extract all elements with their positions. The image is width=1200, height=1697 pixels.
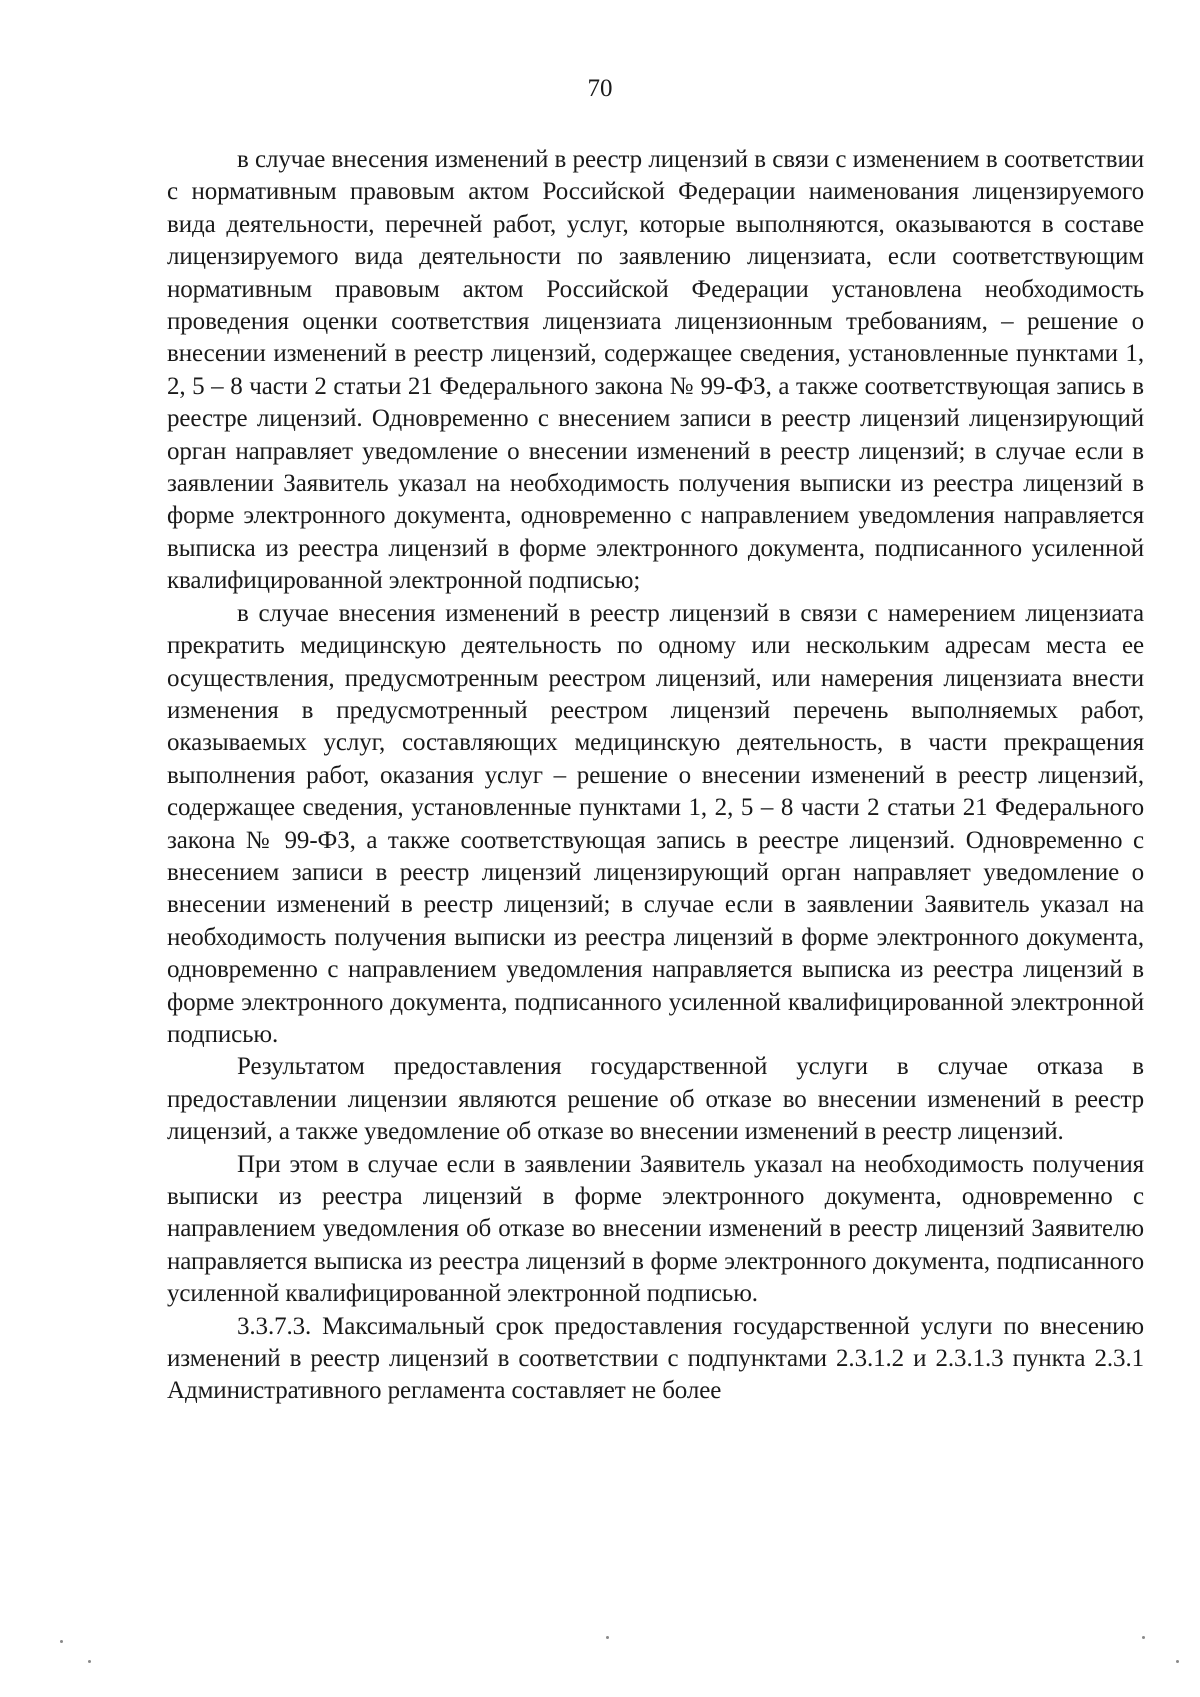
paragraph-refusal-result: Результатом предоставления государственной услуги в случае отказа в предоставлении лицензии являются решение об отказе во внесении изменений в реестр лицензий, а также уведомление об отказе во внесении изменений в реестр лицензий. bbox=[167, 1053, 1144, 1146]
scan-speck bbox=[88, 1660, 91, 1663]
paragraph-max-term: 3.3.7.3. Максимальный срок предоставления государственной услуги по внесению изменений в реестр лицензий в соответствии с подпунктами 2.3.1.2 и 2.3.1.3 пункта 2.3.1 Административного регламента составляет не более bbox=[167, 1312, 1144, 1405]
scan-speck bbox=[60, 1640, 63, 1643]
paragraph-license-name-change: в случае внесения изменений в реестр лицензий в связи с изменением в соответствии с нормативным правовым актом Российской Федерации наименования лицензируемого вида деятельности, перечней работ, услуг, которые выполняются, оказываются в составе лицензируемого вида деятельности по заявлению лицензиата, если соответствующим нормативным правовым актом Российской Федерации установлена необходимость проведения оценки соответствия лицензиата лицензионным требованиям, – решение о внесении изменений в реестр лицензий, содержащее сведения, установленные пунктами 1, 2, 5 – 8 части 2 статьи 21 Федерального закона № 99-ФЗ, а также соответствующая запись в реестре лицензий. Одновременно с внесением записи в реестр лицензий лицензирующий орган направляет уведомление о внесении изменений в реестр лицензий; в случае если в заявлении Заявитель указал на необходимость получения выписки из реестра лицензий в форме электронного документа, одновременно с направлением уведомления направляется выписка из реестра лицензий в форме электронного документа, подписанного усиленной квалифицированной электронной подписью; bbox=[167, 146, 1144, 595]
scan-speck bbox=[1142, 1636, 1145, 1639]
document-body bbox=[167, 144, 1144, 1408]
scan-speck bbox=[606, 1636, 609, 1639]
scan-speck bbox=[1176, 1660, 1179, 1663]
paragraph-activity-termination: в случае внесения изменений в реестр лицензий в связи с намерением лицензиата прекратить медицинскую деятельность по одному или нескольким адресам места ее осуществления, предусмотренным реестром лицензий, или намерения лицензиата внести изменения в предусмотренный реестром лицензий перечень выполняемых работ, оказываемых услуг, составляющих медицинскую деятельность, в части прекращения выполнения работ, оказания услуг – решение о внесении изменений в реестр лицензий, содержащее сведения, установленные пунктами 1, 2, 5 – 8 части 2 статьи 21 Федерального закона № 99-ФЗ, а также соответствующая запись в реестре лицензий. Одновременно с внесением записи в реестр лицензий лицензирующий орган направляет уведомление о внесении изменений в реестр лицензий; в случае если в заявлении Заявитель указал на необходимость получения выписки из реестра лицензий в форме электронного документа, одновременно с направлением уведомления направляется выписка из реестра лицензий в форме электронного документа, подписанного усиленной квалифицированной электронной подписью. bbox=[167, 599, 1144, 1048]
paragraph-extract-on-refusal: При этом в случае если в заявлении Заявитель указал на необходимость получения выписки из реестра лицензий в форме электронного документа, одновременно с направлением уведомления об отказе во внесении изменений в реестр лицензий Заявителю направляется выписка из реестра лицензий в форме электронного документа, подписанного усиленной квалифицированной электронной подписью. bbox=[167, 1150, 1144, 1308]
page-number: 70 bbox=[587, 75, 613, 102]
